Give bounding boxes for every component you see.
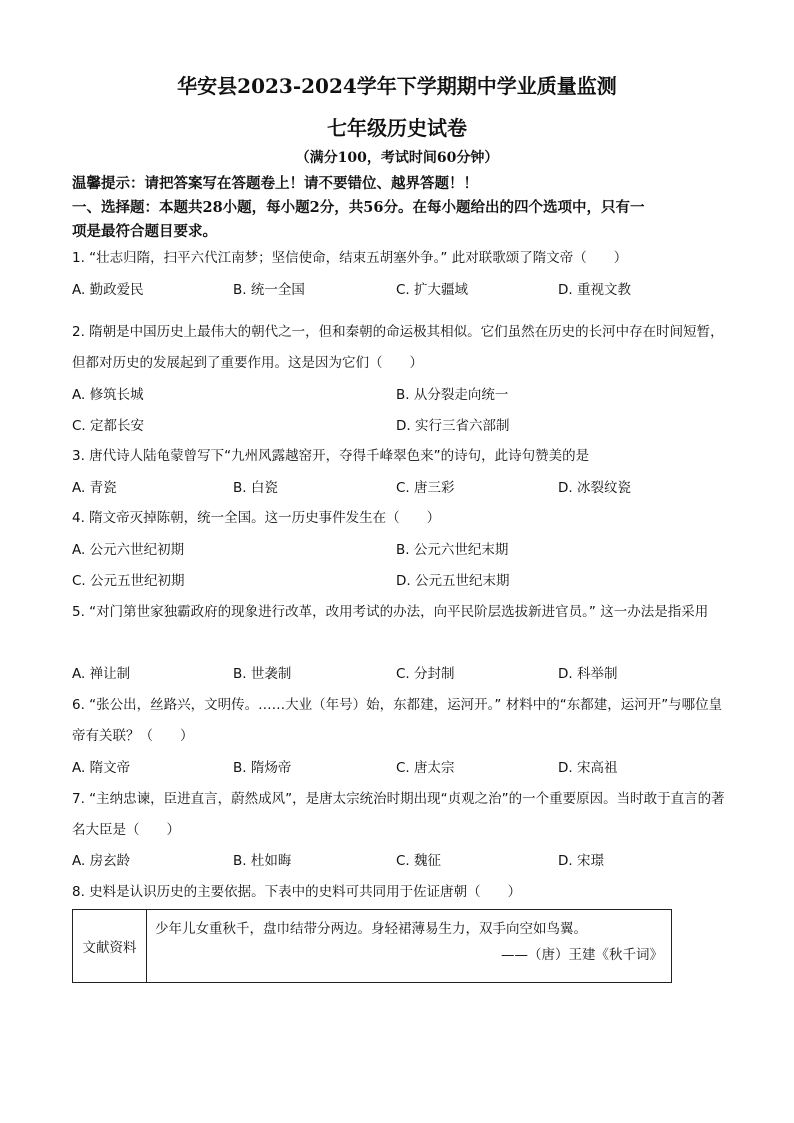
section-heading-line1: 一、选择题：本题共28小题，每小题2分，共56分。在每小题给出的四个选项中，只有一 [72,199,645,216]
option-b[interactable]: B. 统一全国 [233,282,305,298]
option-a[interactable]: A. 勤政爱民 [72,282,144,298]
exam-subtitle: 七年级历史试卷 [327,116,467,140]
question-2-stem: 2. 隋朝是中国历史上最伟大的朝代之一，但和秦朝的命运极其相似。它们虽然在历史的长河中存在时间短暂，但都对历史的发展起到了重要作用。这是因为它们（ ） [72,324,724,371]
poem-text: 少年儿女重秋千，盘巾结带分两边。身轻裙薄易生力，双手向空如鸟翼。 [155,921,587,937]
option-b[interactable]: B. 隋炀帝 [233,760,292,776]
option-b[interactable]: B. 杜如晦 [233,853,292,869]
option-b[interactable]: B. 白瓷 [233,480,278,496]
option-d[interactable]: D. 科举制 [558,666,618,682]
option-b[interactable]: B. 世袭制 [233,666,292,682]
question-2-options-row2 [72,414,732,438]
question-6-stem: 6. “张公出，丝路兴，文明传。……大业（年号）始，东都建，运河开。” 材料中的“东都建，运河开”与哪位皇帝有关联？（ ） [72,697,723,744]
question-4-options-row1 [72,538,732,562]
question-5-stem: 5. “对门第世家独霸政府的现象进行改革，改用考试的办法，向平民阶层选拔新进官员。” 这一办法是指采用 [72,604,709,620]
poem-citation: ——（唐）王建《秋千词》 [501,947,663,963]
exam-info: （满分100，考试时间60分钟） [295,150,499,166]
option-a[interactable]: A. 禅让制 [72,666,131,682]
option-a[interactable]: A. 青瓷 [72,480,117,496]
option-d[interactable]: D. 宋高祖 [558,760,618,776]
option-c[interactable]: C. 分封制 [396,666,455,682]
section-heading-line2: 项是最符合题目要求。 [72,223,217,240]
notice: 温馨提示：请把答案写在答题卷上！请不要错位、越界答题！！ [72,175,478,192]
question-3-options [72,476,732,500]
question-1-stem: 1. “壮志归隋，扫平六代江南梦；坚信使命，结束五胡塞外争。” 此对联歌颂了隋文帝（ ） [72,250,628,266]
question-2-options-row1 [72,383,732,407]
option-d[interactable]: D. 实行三省六部制 [396,418,510,434]
source-content [147,910,672,983]
source-table [72,909,672,983]
question-4-options-row2 [72,569,732,593]
option-b[interactable]: B. 从分裂走向统一 [396,387,509,403]
option-c[interactable]: C. 唐太宗 [396,760,455,776]
option-d[interactable]: D. 宋璟 [558,853,604,869]
question-3-stem: 3. 唐代诗人陆龟蒙曾写下“九州风露越窑开，夺得千峰翠色来”的诗句，此诗句赞美的是 [72,448,590,464]
question-1-options [72,278,732,302]
option-a[interactable]: A. 隋文帝 [72,760,131,776]
question-8-stem: 8. 史料是认识历史的主要依据。下表中的史料可共同用于佐证唐朝（ ） [72,884,522,900]
option-c[interactable]: C. 定都长安 [72,418,145,434]
option-d[interactable]: D. 重视文教 [558,282,631,298]
question-7-stem: 7. “主纳忠谏，臣进直言，蔚然成风”，是唐太宗统治时期出现“贞观之治”的一个重要原因。当时敢于直言的著名大臣是（ ） [72,791,725,838]
source-type-label: 文献资料 [73,910,147,983]
option-c[interactable]: C. 魏征 [396,853,442,869]
option-c[interactable]: C. 扩大疆域 [396,282,469,298]
option-d[interactable]: D. 冰裂纹瓷 [558,480,631,496]
option-a[interactable]: A. 修筑长城 [72,387,144,403]
option-a[interactable]: A. 公元六世纪初期 [72,542,185,558]
question-4-stem: 4. 隋文帝灭掉陈朝，统一全国。这一历史事件发生在（ ） [72,510,441,526]
exam-title: 华安县2023-2024学年下学期期中学业质量监测 [177,74,617,98]
option-a[interactable]: A. 房玄龄 [72,853,131,869]
option-d[interactable]: D. 公元五世纪末期 [396,573,510,589]
option-c[interactable]: C. 公元五世纪初期 [72,573,185,589]
option-c[interactable]: C. 唐三彩 [396,480,455,496]
question-7-options [72,849,732,873]
question-5-options [72,662,732,686]
table-row [73,910,672,983]
option-b[interactable]: B. 公元六世纪末期 [396,542,509,558]
question-6-options [72,756,732,780]
